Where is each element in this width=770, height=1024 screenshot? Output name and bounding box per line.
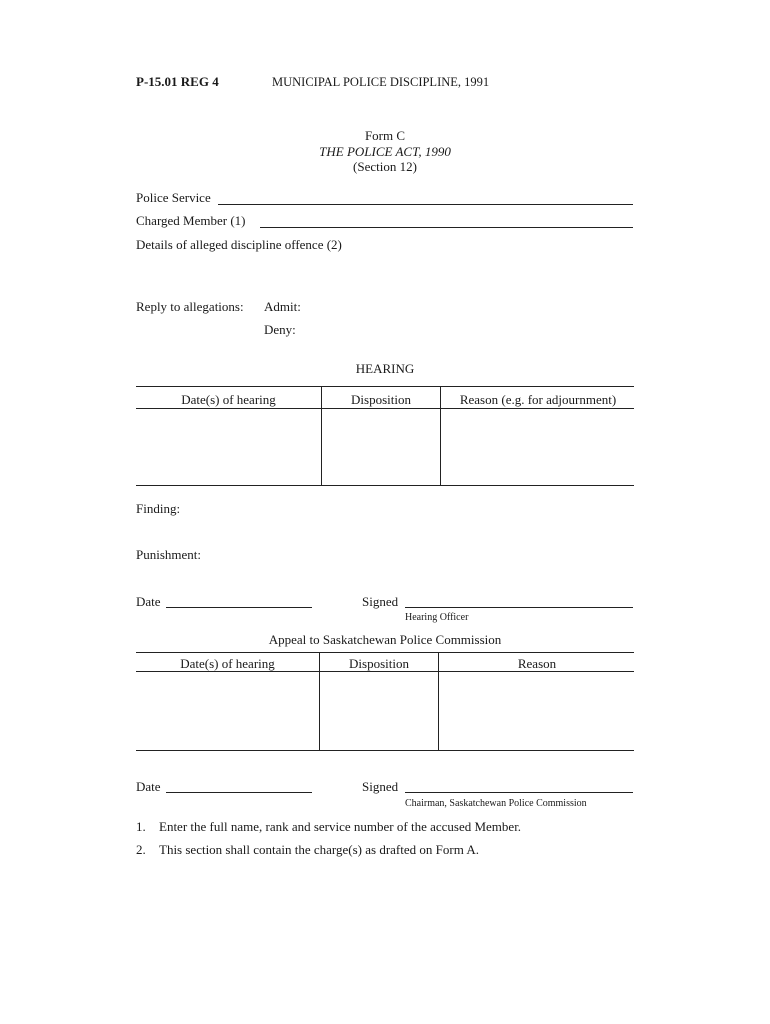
table-bottom-rule: [136, 485, 634, 486]
police-service-label: Police Service: [136, 190, 211, 205]
commission-chairman-caption: Chairman, Saskatchewan Police Commission: [405, 798, 587, 809]
table-header-rule: [136, 408, 634, 409]
hearing-cell-dates[interactable]: [137, 410, 320, 484]
date-label: Date: [136, 594, 161, 609]
finding-label: Finding:: [136, 501, 181, 516]
appeal-heading: Appeal to Saskatchewan Police Commission: [268, 632, 502, 647]
signed-label: Signed: [362, 779, 399, 794]
appeal-cell-reason[interactable]: [439, 673, 633, 749]
appeal-cell-disposition[interactable]: [320, 673, 437, 749]
charged-member-label: Charged Member (1): [136, 213, 246, 228]
hearing-cell-reason[interactable]: [441, 410, 633, 484]
date-field[interactable]: [166, 607, 312, 608]
appeal-col-reason: Reason: [517, 656, 557, 671]
hearing-col-reason: Reason (e.g. for adjournment): [459, 392, 617, 407]
appeal-cell-dates[interactable]: [137, 673, 318, 749]
form-name: Form C: [364, 128, 406, 143]
note-number: 2.: [136, 842, 146, 857]
table-bottom-rule: [136, 750, 634, 751]
hearing-cell-disposition[interactable]: [322, 410, 439, 484]
signature-field[interactable]: [405, 792, 633, 793]
date-label: Date: [136, 779, 161, 794]
punishment-label: Punishment:: [136, 547, 202, 562]
hearing-col-disposition: Disposition: [351, 392, 411, 407]
regulation-title: MUNICIPAL POLICE DISCIPLINE, 1991: [272, 75, 490, 89]
hearing-col-dates: Date(s) of hearing: [181, 392, 276, 407]
details-label: Details of alleged discipline offence (2): [136, 237, 342, 252]
charged-member-field[interactable]: [260, 227, 633, 228]
table-top-rule: [136, 386, 634, 387]
act-title: THE POLICE ACT, 1990: [319, 144, 451, 159]
section-reference: (Section 12): [353, 159, 417, 174]
hearing-heading: HEARING: [355, 361, 415, 376]
police-service-field[interactable]: [218, 204, 633, 205]
note-text: This section shall contain the charge(s) as drafted on Form A.: [159, 842, 479, 857]
admit-label: Admit:: [264, 299, 301, 314]
reply-label: Reply to allegations:: [136, 299, 244, 314]
date-field[interactable]: [166, 792, 312, 793]
hearing-officer-caption: Hearing Officer: [405, 612, 469, 623]
table-top-rule: [136, 652, 634, 653]
signed-label: Signed: [362, 594, 399, 609]
regulation-number: P-15.01 REG 4: [136, 74, 219, 89]
note-text: Enter the full name, rank and service number of the accused Member.: [159, 819, 522, 834]
note-number: 1.: [136, 819, 146, 834]
deny-label: Deny:: [264, 322, 296, 337]
signature-field[interactable]: [405, 607, 633, 608]
appeal-col-disposition: Disposition: [349, 656, 409, 671]
appeal-col-dates: Date(s) of hearing: [180, 656, 275, 671]
